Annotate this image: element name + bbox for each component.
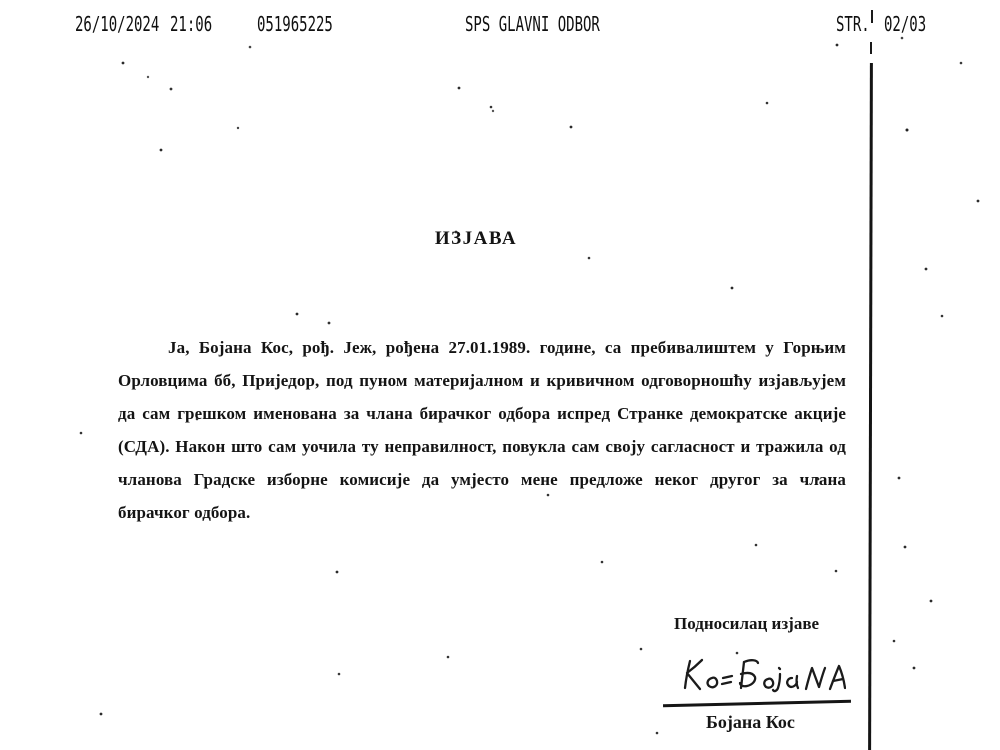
fax-page-label: STR. xyxy=(836,12,870,36)
signature-handwriting-icon xyxy=(676,652,846,702)
title-row xyxy=(118,228,834,250)
scan-line-dash-top xyxy=(871,10,873,23)
signature-label: Подносилац изјаве xyxy=(674,614,820,633)
scan-noise xyxy=(0,0,2,2)
fax-sender-name: SPS GLAVNI ODBOR xyxy=(465,12,600,36)
scan-line-dash xyxy=(870,42,872,54)
body-line: (СДА). Након што сам уочила ту неправилност, повукла сам своју сагласност и тражила од xyxy=(118,437,846,456)
body-line: Орловцима бб, Приједор, под пуном материјалном и кривичном одговорношћу изјављујем xyxy=(118,371,846,390)
fax-time: 21:06 xyxy=(170,12,213,36)
signature-printed-name: Бојана Кос xyxy=(706,712,795,732)
fax-page-number: 02/03 xyxy=(884,12,927,36)
scan-fold-line xyxy=(868,63,873,750)
fax-id-number: 051965225 xyxy=(257,12,333,36)
fax-date: 26/10/2024 xyxy=(75,12,160,36)
body-line: чланова Градске изборне комисије да умјесто мене предложе неког другог за члана xyxy=(118,470,846,489)
document-title: ИЗЈАВА xyxy=(434,228,518,249)
body-line: Ја, Бојана Кос, рођ. Јеж, рођена 27.01.1989. године, са пребивалиштем у Горњим xyxy=(168,338,846,357)
body-line: да сам грешком именована за члана бирачког одбора испред Странке демократске акције xyxy=(118,404,846,423)
body-line: бирачког одбора. xyxy=(118,503,251,522)
statement-paragraph xyxy=(118,331,846,529)
